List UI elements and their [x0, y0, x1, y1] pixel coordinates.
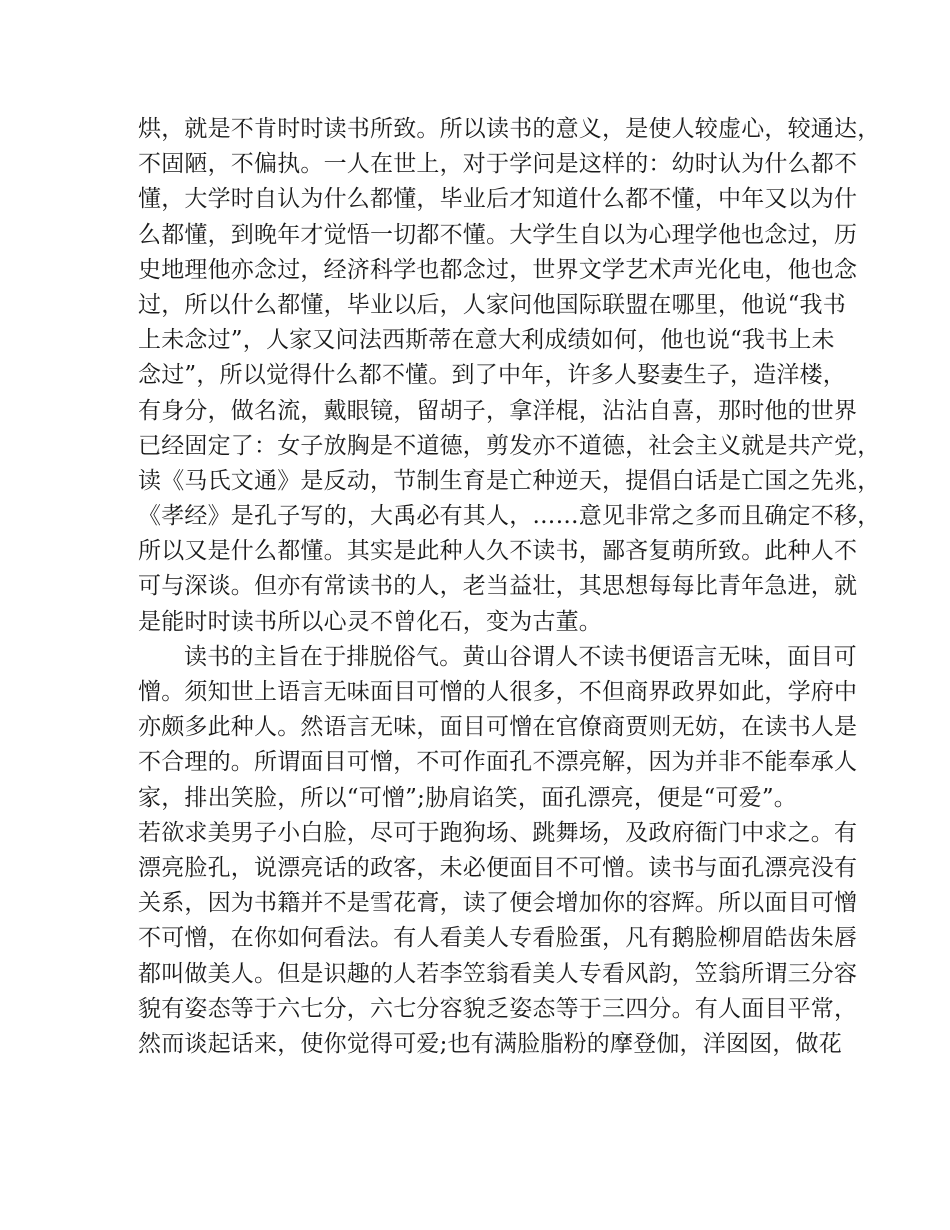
- text-line: 过，所以什么都懂，毕业以后，人家问他国际联盟在哪里，他说“我书: [138, 291, 846, 318]
- text-line: 所以又是什么都懂。其实是此种人久不读书，鄙吝复萌所致。此种人不: [138, 538, 858, 565]
- text-line: 憎。须知世上语言无味面目可憎的人很多，不但商界政界如此，学府中: [138, 679, 858, 705]
- text-line: 么都懂，到晚年才觉悟一切都不懂。大学生自以为心理学他也念过，历: [138, 221, 858, 248]
- body-text: [138, 112, 881, 1062]
- text-line: 上未念过”，人家又问法西斯蒂在意大利成绩如何，他也说“我书上未: [138, 327, 835, 354]
- text-line: 是能时时读书所以心灵不曾化石，变为古董。: [138, 608, 602, 635]
- text-line: 懂，大学时自认为什么都懂，毕业后才知道什么都不懂，中年又以为什: [138, 186, 858, 213]
- text-line: 不可憎，在你如何看法。有人看美人专看脸蛋，凡有鹅脸柳眉皓齿朱唇: [138, 925, 858, 952]
- text-line: 史地理他亦念过，经济科学也都念过，世界文学艺术声光化电，他也念: [138, 256, 858, 283]
- text-line: 可与深谈。但亦有常读书的人，老当益壮，其思想每每比青年急进，就: [138, 573, 858, 600]
- text-line: 若欲求美男子小白脸，尽可于跑狗场、跳舞场，及政府衙门中求之。有: [138, 819, 858, 846]
- text-line: 关系，因为书籍并不是雪花膏，读了便会增加你的容辉。所以面目可憎: [138, 890, 858, 917]
- text-line: 《孝经》是孔子写的，大禹必有其人，……意见非常之多而且确定不移，: [138, 503, 881, 530]
- text-line: 不合理的。所谓面目可憎，不可作面孔不漂亮解，因为并非不能奉承人: [138, 749, 858, 776]
- text-line: 烘，就是不肯时时读书所致。所以读书的意义，是使人较虚心，较通达，: [138, 116, 881, 142]
- paragraph-first-line: 读书的主旨在于排脱俗气。黄山谷谓人不读书便语言无味，面目可: [184, 643, 857, 670]
- text-line: 然而谈起话来，使你觉得可爱;也有满脸脂粉的摩登伽，洋囡囡，做花: [138, 1030, 842, 1057]
- text-line: 有身分，做名流，戴眼镜，留胡子，拿洋棍，沾沾自喜，那时他的世界: [138, 397, 858, 424]
- text-line: 貌有姿态等于六七分，六七分容貌乏姿态等于三四分。有人面目平常，: [138, 995, 858, 1022]
- text-line: 已经固定了：女子放胸是不道德，剪发亦不道德，社会主义就是共产党，: [138, 432, 881, 459]
- text-line: 都叫做美人。但是识趣的人若李笠翁看美人专看风韵，笠翁所谓三分容: [138, 960, 858, 987]
- text-line: 漂亮脸孔，说漂亮话的政客，未必便面目不可憎。读书与面孔漂亮没有: [138, 854, 858, 881]
- text-line: 不固陋，不偏执。一人在世上，对于学问是这样的：幼时认为什么都不: [138, 151, 858, 178]
- text-line: 亦颇多此种人。然语言无味，面目可憎在官僚商贾则无妨，在读书人是: [138, 714, 858, 741]
- text-line: 念过”，所以觉得什么都不懂。到了中年，许多人娶妻生子，造洋楼，: [138, 362, 846, 389]
- text-line: 家，排出笑脸，所以“可憎”;胁肩谄笑，面孔漂亮，便是“可爱”。: [138, 784, 797, 811]
- text-line: 读《马氏文通》是反动，节制生育是亡种逆天，提倡白话是亡国之先兆，: [138, 467, 881, 494]
